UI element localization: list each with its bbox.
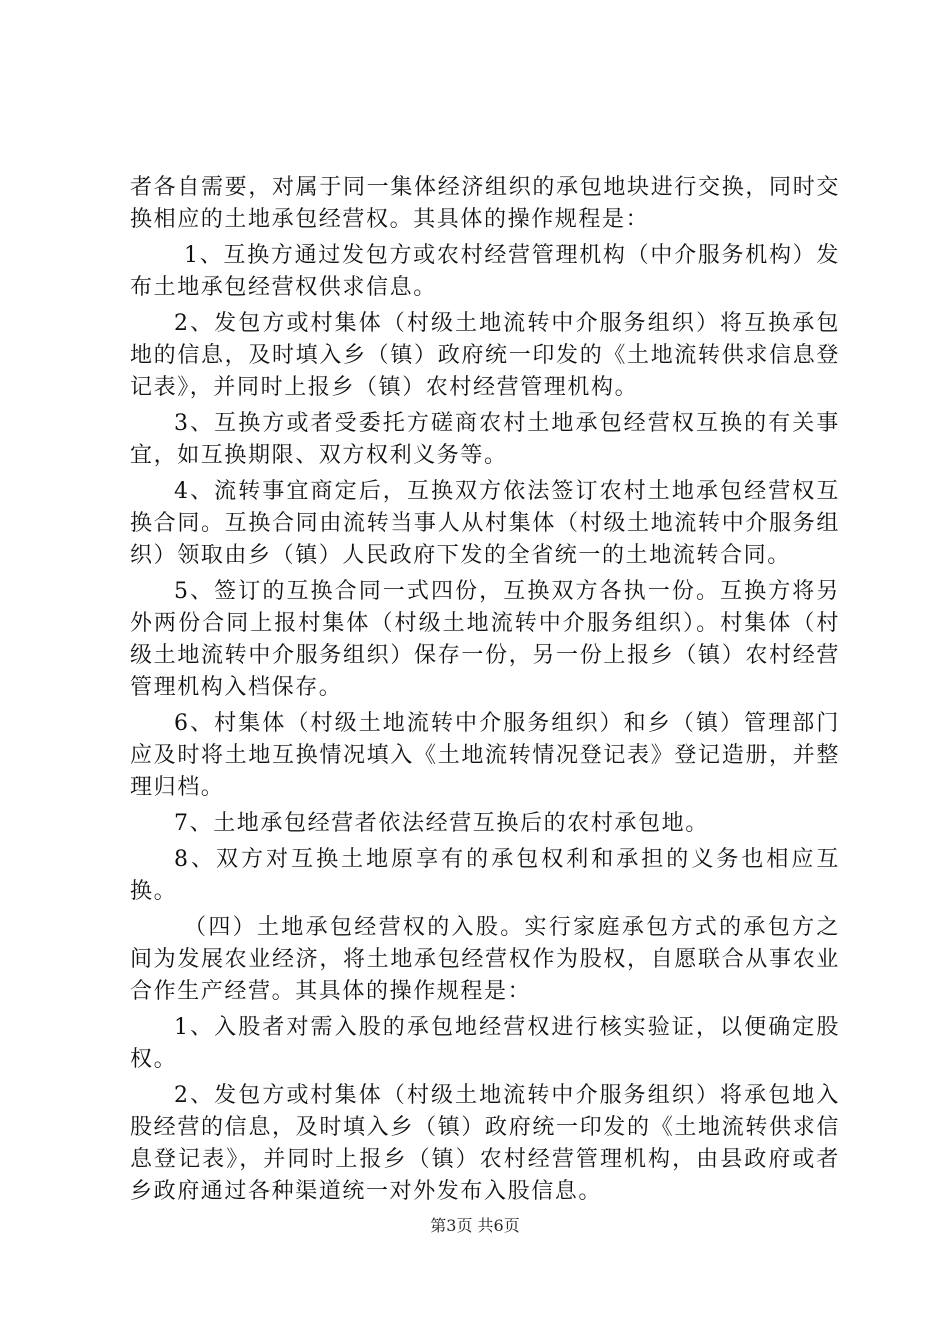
paragraph-share-step-1: 1、入股者对需入股的承包地经营权进行核实验证，以便确定股权。 [130,1015,840,1072]
paragraph-continuation: 者各自需要，对属于同一集体经济组织的承包地块进行交换，同时交换相应的土地承包经营权。其具体的操作规程是： [130,175,840,232]
paragraph-step-3: 3、互换方或者受委托方磋商农村土地承包经营权互换的有关事宜，如互换期限、双方权利义务等。 [130,411,840,468]
paragraph-step-4: 4、流转事宜商定后，互换双方依法签订农村土地承包经营权互换合同。互换合同由流转当事人从村集体（村级土地流转中介服务组织）领取由乡（镇）人民政府下发的全省统一的土地流转合同。 [130,479,840,568]
paragraph-section-4: （四）土地承包经营权的入股。实行家庭承包方式的承包方之间为发展农业经济，将土地承包经营权作为股权，自愿联合从事农业合作生产经营。其具体的操作规程是： [130,915,840,1004]
paragraph-step-5: 5、签订的互换合同一式四份，互换双方各执一份。互换方将另外两份合同上报村集体（村级土地流转中介服务组织）。村集体（村级土地流转中介服务组织）保存一份，另一份上报乡（镇）农村经营管理机构入档保存。 [130,579,840,700]
paragraph-step-1: 1、互换方通过发包方或农村经营管理机构（中介服务机构）发布土地承包经营权供求信息。 [130,243,840,300]
paragraph-step-6: 6、村集体（村级土地流转中介服务组织）和乡（镇）管理部门应及时将土地互换情况填入《土地流转情况登记表》登记造册，并整理归档。 [130,711,840,800]
page-footer: 第3页 共6页 [430,1216,520,1235]
body-text [130,172,840,1212]
paragraph-step-8: 8、双方对互换土地原享有的承包权利和承担的义务也相应互换。 [130,847,840,904]
paragraph-share-step-2: 2、发包方或村集体（村级土地流转中介服务组织）将承包地入股经营的信息，及时填入乡（镇）政府统一印发的《土地流转供求信息登记表》，并同时上报乡（镇）农村经营管理机构，由县政府或者乡政府通过各种渠道统一对外发布入股信息。 [130,1083,840,1204]
paragraph-step-7: 7、土地承包经营者依法经营互换后的农村承包地。 [174,811,709,836]
paragraph-step-2: 2、发包方或村集体（村级土地流转中介服务组织）将互换承包地的信息，及时填入乡（镇）政府统一印发的《土地流转供求信息登记表》，并同时上报乡（镇）农村经营管理机构。 [130,311,840,400]
